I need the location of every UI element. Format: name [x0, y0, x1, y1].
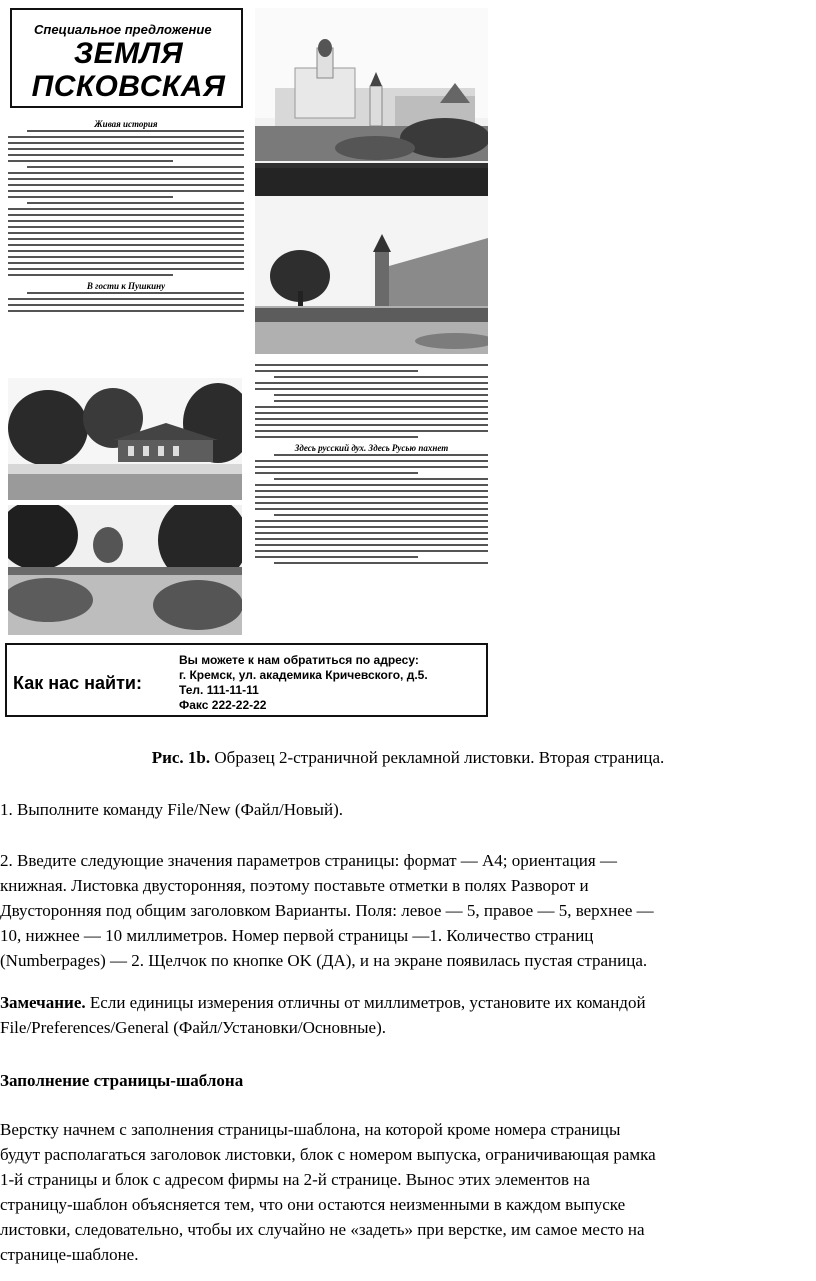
- step2-line: (Numberpages) — 2. Щелчок по кнопке OK (ДА), и на экране появилась пустая страница.: [0, 951, 648, 970]
- special-offer-label: Специальное предложение: [34, 22, 212, 37]
- step1-paragraph: 1. Выполните команду File/New (Файл/Новый).: [0, 800, 343, 819]
- section-heading: Заполнение страницы-шаблона: [0, 1071, 244, 1090]
- step2-line: Двусторонняя под общим заголовком Варианты. Поля: левое — 5, правое — 5, верхнее —: [0, 901, 654, 920]
- note-text: Если единицы измерения отличны от миллиметров, установите их командой: [85, 993, 646, 1012]
- final-line: будут располагаться заголовок листовки, блок с номером выпуска, ограничивающая рамка: [0, 1145, 656, 1164]
- kremlin-photo: [255, 8, 488, 196]
- note-line2: File/Preferences/General (Файл/Установки/Основные).: [0, 1018, 387, 1037]
- figure-caption: [0, 748, 816, 768]
- section1-body-lines: [8, 130, 244, 276]
- right-column-body-lines: [255, 364, 488, 438]
- lake-photo: [8, 505, 242, 635]
- leaflet-text-column-left: [8, 118, 244, 316]
- leaflet-text-column-right: [255, 364, 488, 568]
- step2-line: 2. Введите следующие значения параметров страницы: формат — А4; ориентация —: [0, 851, 617, 870]
- final-line: странице-шаблоне.: [0, 1245, 139, 1264]
- note-label: Замечание.: [0, 993, 86, 1012]
- manor-photo: [8, 378, 242, 500]
- fortress-photo: [255, 196, 488, 354]
- caption-label: Рис. 1b.: [151, 748, 211, 767]
- final-line: листовки, следовательно, чтобы их случайно не «задеть» при верстке, им самое место на: [0, 1220, 645, 1239]
- leaflet-title-line1: ЗЕМЛЯ: [73, 37, 184, 70]
- final-paragraph: [0, 1117, 816, 1267]
- step2-line: 10, нижнее — 10 миллиметров. Номер первой страницы —1. Количество страниц: [0, 926, 594, 945]
- final-line: Верстку начнем с заполнения страницы-шаблона, на которой кроме номера страницы: [0, 1120, 621, 1139]
- section2-body-lines: [8, 292, 244, 312]
- how-to-find-label: Как нас найти:: [13, 673, 142, 693]
- leaflet-title-line2: ПСКОВСКАЯ: [31, 70, 226, 103]
- address-line-intro: Вы можете к нам обратиться по адресу:: [179, 653, 419, 667]
- address-line-phone: Тел. 111-11-11: [179, 683, 259, 697]
- step2-paragraph: [0, 848, 816, 973]
- section1-heading: Живая история: [94, 119, 158, 129]
- final-line: 1-й страницы и блок с адресом фирмы на 2-й странице. Вынос этих элементов на: [0, 1170, 590, 1189]
- caption-text: Образец 2-страничной рекламной листовки. Вторая страница.: [210, 748, 665, 767]
- section2-heading: В гости к Пушкину: [86, 281, 166, 291]
- address-line-street: г. Кремск, ул. академика Кричевского, д.5.: [179, 668, 428, 682]
- final-line: страницу-шаблон объясняется тем, что они остаются неизменными в каждом выпуске: [0, 1195, 626, 1214]
- section3-body-lines: [255, 454, 488, 564]
- section3-heading: Здесь русский дух. Здесь Русью пахнет: [294, 443, 449, 453]
- address-box: [5, 643, 488, 717]
- step2-line: книжная. Листовка двусторонняя, поэтому поставьте отметки в полях Разворот и: [0, 876, 589, 895]
- promo-header-box: [10, 8, 243, 108]
- note-paragraph: [0, 990, 816, 1040]
- address-line-fax: Факс 222-22-22: [179, 698, 267, 712]
